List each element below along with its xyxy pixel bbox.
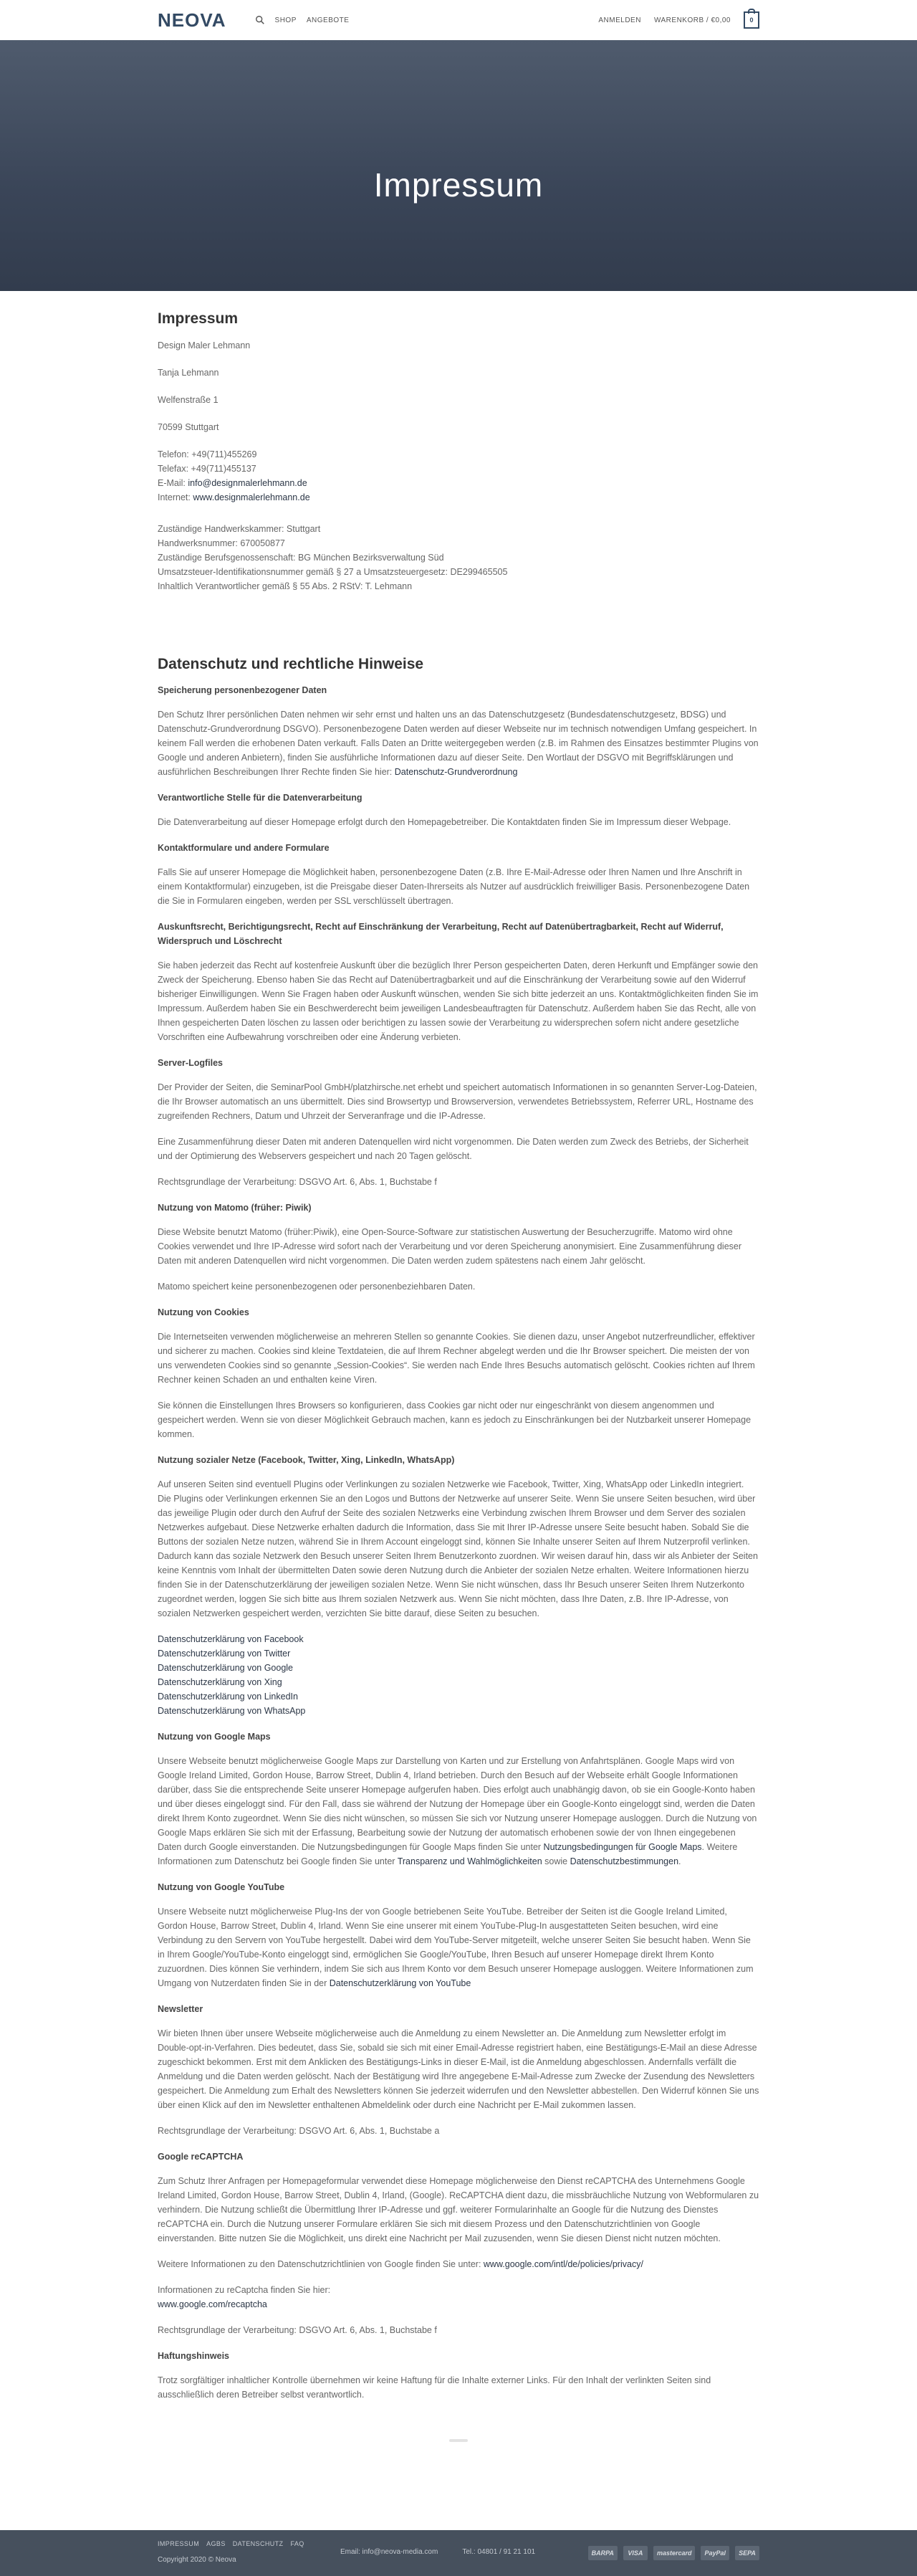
owner-name: Tanja Lehmann (158, 367, 219, 378)
twitter-privacy-link[interactable]: Datenschutzerklärung von Twitter (158, 1649, 291, 1659)
section-text: Unsere Webseite benutzt möglicherweise Google Maps zur Darstellung von Karten und zur Erstellung von Anfahrtsplänen. Google Maps wird von Google Ireland Limited, Gordon House, Barrow Street, Dublin 4, Irland betrieben. Durch den Besuch auf der Webseite erhält Google Informationen darüber, dass Sie die entsprechende Seite unserer Homepage aufgerufen haben. Dies erfolgt auch unabhängig davon, ob sie ein Google-Konto haben und über dieses eingeloggt sind. Für den Fall, dass sie während der Nutzung der Homepage über ein Google-Konto eingeloggt sind, werden die Daten direkt Ihrem Konto zugeordnet. Wenn Sie dies nicht wünschen, so müssen Sie sich vor Nutzung unserer Homepage ausloggen. Durch die Nutzung von Google Maps erklären Sie sich mit der Erfassung, Bearbeitung sowie der Nutzung der automatisch erhobenen sowie der von Ihnen eingegebenen Daten durch Google einverstanden. Die Nutzungsbedingungen für Google Maps finden Sie unter Nutzungsbedingungen für Google Maps. Weitere Informationen zum Datenschutz bei Google finden Sie unter Transparenz und Wahlmöglichkeiten sowie Datenschutzbestimmungen. (158, 1756, 757, 1867)
section-text (158, 707, 759, 779)
maps-terms-link[interactable]: Nutzungsbedingungen für Google Maps (543, 1842, 702, 1853)
dsgvo-link[interactable]: Datenschutz-Grundverordnung (394, 767, 518, 778)
internet-line (158, 490, 759, 505)
vat-id: Umsatzsteuer-Identifikationsnummer gemäß § 27 a Umsatzsteuergesetz: DE299465505 (158, 566, 508, 577)
website-link[interactable]: www.designmalerlehmann.de (193, 492, 310, 502)
company-name: Design Maler Lehmann (158, 340, 251, 350)
impressum-address (158, 338, 759, 434)
payment-methods (588, 2546, 759, 2560)
section-title: Nutzung von Matomo (früher: Piwik) (158, 1203, 312, 1213)
site-header (0, 0, 917, 40)
street-address: Welfenstraße 1 (158, 394, 219, 405)
section-title: Auskunftsrecht, Berichtigungsrecht, Recht auf Einschränkung der Verarbeitung, Recht auf Datenübertragbarkeit, Recht auf Widerruf, Widerspruch und Löschrecht (158, 922, 724, 947)
section-text: Auf unseren Seiten sind eventuell Plugins oder Verlinkungen zu sozialen Netzwerke wie Facebook, Twitter, Xing, WhatsApp oder LinkedIn integriert. Die Plugins oder Verlinkungen erkennen Sie an den Logos und Buttons der Netzwerke auf unserer Seite. Wenn Sie unsere Seiten besuchen, wird über das jeweilige Plugin oder durch den Aufruf der Seite des sozialen Netzwerks eine Verbindung zwischen Ihrem Browser und dem Server des sozialen Netzwerkes aufgebaut. Diese Netzwerke erhalten dadurch die Information, dass Sie mit Ihrer IP-Adresse unsere Seite besucht haben. Sobald Sie die Buttons der sozialen Netze nutzen, während Sie in Ihrem Account eingeloggt sind, können Sie Inhalte unserer Seiten auf Ihrem Nutzerprofil verlinken. Dadurch kann das soziale Netzwerk den Besuch unserer Seiten Ihrem Benutzerkonto zuordnen. Wir weisen darauf hin, dass wir als Anbieter der Seiten keine Kenntnis vom Inhalt der übermittelten Daten sowie deren Nutzung durch die Anbieter der sozialen Netze erhalten. Weitere Informationen hierzu finden Sie in der Datenschutzerklärung der jeweiligen sozialen Netze. Wenn Sie nicht wünschen, dass Ihr Besuch unserer Seiten Ihrem Nutzerkonto zugeordnet werden, loggen Sie sich bitte aus Ihrem sozialen Netzwerk aus. Wenn Sie nicht möchten, dass Ihre Daten, z.B. Ihre IP-Adresse, von sozialen Netzwerken gespeichert werden, verzichten Sie bitte darauf, diese Seiten zu besuchen. (158, 1479, 758, 1619)
loading-indicator (449, 2439, 468, 2442)
cart-link[interactable]: WARENKORB / €0,00 (653, 16, 731, 24)
account-nav (598, 11, 759, 29)
footer-phone: Tel.: 04801 / 91 21 101 (462, 2548, 536, 2556)
section-title: Nutzung von Google Maps (158, 1732, 271, 1742)
paragraph-text: Weitere Informationen zu den Datenschutzrichtlinien von Google finden Sie unter: (158, 2259, 484, 2270)
responsible-person: Inhaltlich Verantwortlicher gemäß § 55 Abs. 2 RStV: T. Lehmann (158, 581, 413, 591)
footer-link-impressum[interactable]: IMPRESSUM (158, 2540, 200, 2547)
section-title: Haftungshinweis (158, 2351, 230, 2362)
site-logo[interactable]: NEOVA (158, 9, 226, 31)
paragraph-text: Unsere Webseite benutzt möglicherweise Google Maps zur Darstellung von Karten und zur Erstellung von Anfahrtsplänen. Google Maps wird von Google Ireland Limited, Gordon House, Barrow Street, Dublin 4, Irland betrieben. Durch den Besuch auf der Webseite erhält Google Informationen darüber, dass Sie die entsprechende Seite unserer Homepage aufgerufen haben. Dies erfolgt auch unabhängig davon, ob sie ein Google-Konto haben und über dieses eingeloggt sind. Für den Fall, dass sie während der Nutzung der Homepage über ein Google-Konto eingeloggt sind, werden die Daten direkt Ihrem Konto zugeordnet. Wenn Sie dies nicht wünschen, so müssen Sie sich vor Nutzung unserer Homepage ausloggen. Durch die Nutzung von Google Maps erklären Sie sich mit der Erfassung, Bearbeitung sowie der Nutzung der automatisch erhobenen sowie der von Ihnen eingegebenen Daten durch Google einverstanden. Die Nutzungsbedingungen für Google Maps finden Sie unter (158, 1756, 757, 1853)
google-policy-link[interactable]: www.google.com/intl/de/policies/privacy/ (483, 2259, 643, 2270)
site-footer (0, 2530, 917, 2576)
visa-icon: VISA (623, 2546, 648, 2560)
hero-title: Impressum (373, 166, 544, 204)
section-text: Falls Sie auf unserer Homepage die Möglichkeit haben, personenbezogene Daten (z.B. Ihre E-Mail-Adresse oder Ihren Namen und Ihre Anschrift in einem Kontaktformular) einzugeben, ist die Preisgabe dieser Daten-Ihrerseits als Nutzer auf ausdrücklich freiwilliger Basis. Personenbezogene Daten die Sie in Formularen eingeben, werden per SSL verschlüsselt übertragen. (158, 867, 750, 907)
paragraph-text: Informationen zu reCaptcha finden Sie hier: (158, 2285, 331, 2296)
paragraph-text: Den Schutz Ihrer persönlichen Daten nehmen wir sehr ernst und halten uns an das Datenschutzgesetz (Bundesdatenschutzgesetz, BDSG) und Datenschutz-Grundverordnung DSGVO). Personenbezogene Daten werden auf dieser Webseite nur im technisch notwendigen Umfang gespeichert. In keinem Fall werden die erhobenen Daten verkauft. Falls Daten an Dritte weitergegeben werden (z.B. im Rahmen des Einsatzes bestimmter Plugins von Google und anderen Anbietern), finden Sie ausführliche Informationen dazu auf dieser Seite. Den Wortlaut der DSGVO mit Begriffsklärungen und ausführlichen Beschreibungen Ihrer Rechte finden Sie hier: (158, 710, 759, 778)
footer-link-agbs[interactable]: AGBS (206, 2540, 226, 2547)
whatsapp-privacy-link[interactable]: Datenschutzerklärung von WhatsApp (158, 1706, 306, 1717)
main-nav (255, 15, 599, 25)
section-text: Trotz sorgfältiger inhaltlicher Kontrolle übernehmen wir keine Haftung für die Inhalte externer Links. Für den Inhalt der verlinkten Seiten sind ausschließlich deren Betreiber selbst verantwortlich. (158, 2375, 711, 2400)
section-title: Verantwortliche Stelle für die Datenverarbeitung (158, 793, 363, 803)
footer-email[interactable]: Email: info@neova-media.com (340, 2548, 438, 2556)
section-text: Rechtsgrundlage der Verarbeitung: DSGVO Art. 6, Abs. 1, Buchstabe f (158, 2325, 437, 2336)
section-text: Rechtsgrundlage der Verarbeitung: DSGVO Art. 6, Abs. 1, Buchstabe a (158, 2126, 440, 2137)
section-text: Zum Schutz Ihrer Anfragen per Homepageformular verwendet diese Homepage möglicherweise den Dienst reCAPTCHA des Unternehmens Google Ireland Limited, Gordon House, Barrow Street, Dublin 4, Irland, (Google). ReCAPTCHA dient dazu, die missbräuchliche Nutzung von Webformularen zu verhindern. Die Nutzung schließt die Übermittlung Ihrer IP-Adresse und ggf. weiterer Formularinhalte an Google für die Nutzung des Dienstes reCAPTCHA ein. Durch die Nutzung unserer Formulare erklären Sie sich mit diesem Prozess und den Datenschutzrichtlinien von Google einverstanden. Bitte nutzen Sie die Möglichkeit, uns direkt eine Nachricht per Mail zuzusenden, wenn Sie diesen Dienst nicht nutzen möchten. (158, 2176, 759, 2244)
section-title: Speicherung personenbezogener Daten (158, 685, 327, 696)
mastercard-icon: mastercard (653, 2546, 696, 2560)
section-title: Google reCAPTCHA (158, 2152, 244, 2162)
paragraph-text: . Weitere Informationen zum Datenschutz bei Google finden Sie unter (158, 1842, 738, 1867)
section-title: Nutzung von Cookies (158, 1307, 249, 1318)
privacy-heading: Datenschutz und rechtliche Hinweise (158, 655, 424, 672)
phone-number: Telefon: +49(711)455269 (158, 449, 257, 459)
google-privacy-link[interactable]: Datenschutzerklärung von Google (158, 1663, 294, 1674)
internet-label: Internet: (158, 492, 191, 502)
footer-inner (158, 2530, 759, 2576)
section-text (158, 1904, 759, 1990)
registration-block (158, 522, 759, 593)
section-text: Wir bieten Ihnen über unsere Webseite möglicherweise auch die Anmeldung zu einem Newsletter an. Die Anmeldung zum Newsletter erfolgt im Double-opt-in-Verfahren. Dies bedeutet, dass Sie, sobald sie sich mit einer Email-Adresse registriert haben, eine Bestätigungs-E-Mail an diese Adresse zugeschickt bekommen. Erst mit dem Anklicken des Bestätigungs-Links in dieser E-Mail, ist die Anmeldung abgeschlossen. Andernfalls verfällt die Anmeldung und die Daten werden gelöscht. Nach der Bestätigung wird Ihre angegebene E-Mail-Adresse zum Zwecke der Zusendung des Newsletters gespeichert. Die Anmeldung zum Erhalt des Newsletters können Sie jederzeit widerrufen und den Newsletter abbestellen. Den Widerruf können Sie uns über einen Klick auf den im Newsletter enthaltenen Abmeldelink oder durch eine Nachricht per E-Mail zukommen lassen. (158, 2028, 759, 2111)
trade-association: Zuständige Berufsgenossenschaft: BG München Bezirksverwaltung Süd (158, 552, 444, 563)
cart-icon[interactable] (744, 11, 759, 29)
footer-link-faq[interactable]: FAQ (290, 2540, 304, 2547)
login-link[interactable]: ANMELDEN (598, 16, 641, 24)
header-inner (158, 9, 759, 32)
copyright: Copyright 2020 © Neova (158, 2556, 236, 2564)
transparency-link[interactable]: Transparenz und Wahlmöglichkeiten (397, 1856, 542, 1867)
section-text (158, 2257, 759, 2271)
privacy-terms-link[interactable]: Datenschutzbestimmungen (570, 1856, 679, 1867)
fax-number: Telefax: +49(711)455137 (158, 463, 256, 474)
privacy-section (158, 652, 759, 2403)
barpa-icon: BARPA (588, 2546, 618, 2560)
xing-privacy-link[interactable]: Datenschutzerklärung von Xing (158, 1677, 282, 1688)
nav-item-shop[interactable]: SHOP (274, 16, 297, 24)
trade-number: Handwerksnummer: 670050877 (158, 538, 285, 548)
cart-count: 0 (749, 16, 754, 24)
impressum-heading: Impressum (158, 310, 239, 327)
section-title: Nutzung sozialer Netze (Facebook, Twitter, Xing, LinkedIn, WhatsApp) (158, 1455, 455, 1466)
section-title: Kontaktformulare und andere Formulare (158, 843, 330, 854)
facebook-privacy-link[interactable]: Datenschutzerklärung von Facebook (158, 1634, 304, 1645)
paragraph-text: sowie (542, 1856, 570, 1867)
footer-nav (158, 2540, 304, 2547)
paragraph-text: Unsere Webseite nutzt möglicherweise Plug-Ins der von Google betriebenen Seite YouTube. Betreiber der Seiten ist die Google Ireland Limited, Gordon House, Barrow Street, Dublin 4, Irland. Wenn Sie eine unserer mit einem YouTube-Plug-In ausgestatteten Seiten besuchen, wird eine Verbindung zu den Servern von YouTube hergestellt. Dabei wird dem YouTube-Server mitgeteilt, welche unserer Seiten Sie besucht haben. Wenn Sie in Ihrem Google/YouTube-Konto eingeloggt sind, ermöglichen Sie Google/YouTube, Ihren Besuch auf unserer Homepage direkt Ihrem Konto zuzuordnen. Dies können Sie verhindern, indem Sie sich aus Ihrem Konto vor dem Besuch unserer Homepage ausloggen. Weitere Informationen zum Umgang von Nutzerdaten finden Sie in der (158, 1907, 754, 1989)
city-address: 70599 Stuttgart (158, 421, 219, 432)
chamber-info: Zuständige Handwerkskammer: Stuttgart (158, 523, 321, 534)
linkedin-privacy-link[interactable]: Datenschutzerklärung von LinkedIn (158, 1692, 298, 1702)
recaptcha-link[interactable]: www.google.com/recaptcha (158, 2299, 267, 2310)
sepa-icon: SEPA (735, 2546, 759, 2560)
section-text: Sie haben jederzeit das Recht auf kostenfreie Auskunft über die bezüglich Ihrer Person gespeicherten Daten, deren Herkunft und Empfänger sowie den Zweck der Speicherung. Ebenso haben Sie das Recht auf Datenübertragbarkeit und auf die Einschränkung der Verarbeitung sowie auf den Widerruf bisheriger Einwilligungen. Wenn Sie Fragen haben oder Auskunft wünschen, wenden Sie sich bitte jederzeit an uns. Kontaktmöglichkeiten finden Sie im Impressum. Außerdem haben Sie ein Beschwerderecht beim jeweiligen Landesbeauftragten für Datenschutz. Außerdem haben Sie das Recht, alle von Ihnen gespeicherten Daten löschen zu lassen oder berichtigen zu lassen sowie der Verarbeitung zu widersprechen sofern nicht andere gesetzliche Vorschriften eine Aufbewahrung vorschreiben oder eine Änderung verbieten. (158, 960, 759, 1043)
section-text (158, 2283, 759, 2312)
section-title: Newsletter (158, 2004, 203, 2015)
footer-link-datenschutz[interactable]: DATENSCHUTZ (232, 2540, 284, 2547)
section-text: Die Internetseiten verwenden möglicherweise an mehreren Stellen so genannte Cookies. Sie dienen dazu, unser Angebot nutzerfreundlicher, effektiver und sicherer zu machen. Cookies sind kleine Textdateien, die auf Ihrem Rechner abgelegt werden und die Ihr Browser speichert. Die meisten der von uns verwendeten Cookies sind so genannte „Session-Cookies“. Sie werden nach Ende Ihres Besuchs automatisch gelöscht. Cookies richten auf Ihrem Rechner keinen Schaden an und enthalten keine Viren. (158, 1332, 755, 1385)
section-text: Der Provider der Seiten, die SeminarPool GmbH/platzhirsche.net erhebt und speichert automatisch Informationen in so genannten Server-Log-Dateien, die Ihr Browser automatisch an uns übermittelt. Dies sind Browsertyp und Browserversion, verwendetes Betriebssystem, Referrer URL, Hostname des zugreifenden Rechners, Datum und Uhrzeit der Serveranfrage und die IP-Adresse. (158, 1082, 757, 1122)
youtube-privacy-link[interactable]: Datenschutzerklärung von YouTube (329, 1978, 471, 1989)
footer-contact (340, 2548, 535, 2556)
main-content (158, 291, 759, 2442)
social-privacy-links (158, 1632, 759, 1718)
email-link[interactable]: info@designmalerlehmann.de (188, 477, 307, 488)
section-text: Eine Zusammenführung dieser Daten mit anderen Datenquellen wird nicht vorgenommen. Die Daten werden zum Zweck des Betriebs, der Sicherheit und der Optimierung des Webservers gespeichert und nach 20 Tagen gelöscht. (158, 1137, 749, 1162)
section-text: Rechtsgrundlage der Verarbeitung: DSGVO Art. 6, Abs. 1, Buchstabe f (158, 1177, 437, 1188)
email-label: E-Mail: (158, 477, 186, 488)
hero-banner (0, 40, 917, 291)
section-text: Diese Website benutzt Matomo (früher:Piwik), eine Open-Source-Software zur statistischen Auswertung der Besucherzugriffe. Matomo wird ohne Cookies verwendet und Ihre IP-Adresse wird sofort nach der Verarbeitung und vor deren Speicherung anonymisiert. Eine Zusammenführung dieser Daten mit anderen Datenquellen wird nicht vorgenommen. Die Daten werden zudem spätestens nach einem Jahr gelöscht. (158, 1227, 742, 1266)
section-text: Matomo speichert keine personenbezogenen oder personenbeziehbaren Daten. (158, 1282, 476, 1292)
section-text: Die Datenverarbeitung auf dieser Homepage erfolgt durch den Homepagebetreiber. Die Kontaktdaten finden Sie im Impressum dieser Webpage. (158, 817, 731, 828)
section-title: Nutzung von Google YouTube (158, 1882, 285, 1893)
email-line (158, 476, 759, 490)
search-icon[interactable] (255, 15, 265, 25)
contact-block (158, 447, 759, 505)
paypal-icon: PayPal (701, 2546, 729, 2560)
nav-item-angebote[interactable]: ANGEBOTE (306, 16, 350, 24)
section-title: Server-Logfiles (158, 1058, 224, 1069)
section-text: Sie können die Einstellungen Ihres Browsers so konfigurieren, dass Cookies gar nicht oder nur eingeschränkt von diesem angenommen und gespeichert werden. Wenn sie von dieser Möglichkeit Gebrauch machen, kann es jedoch zu Einschränkungen bei der Nutzbarkeit unserer Homepage kommen. (158, 1401, 752, 1440)
